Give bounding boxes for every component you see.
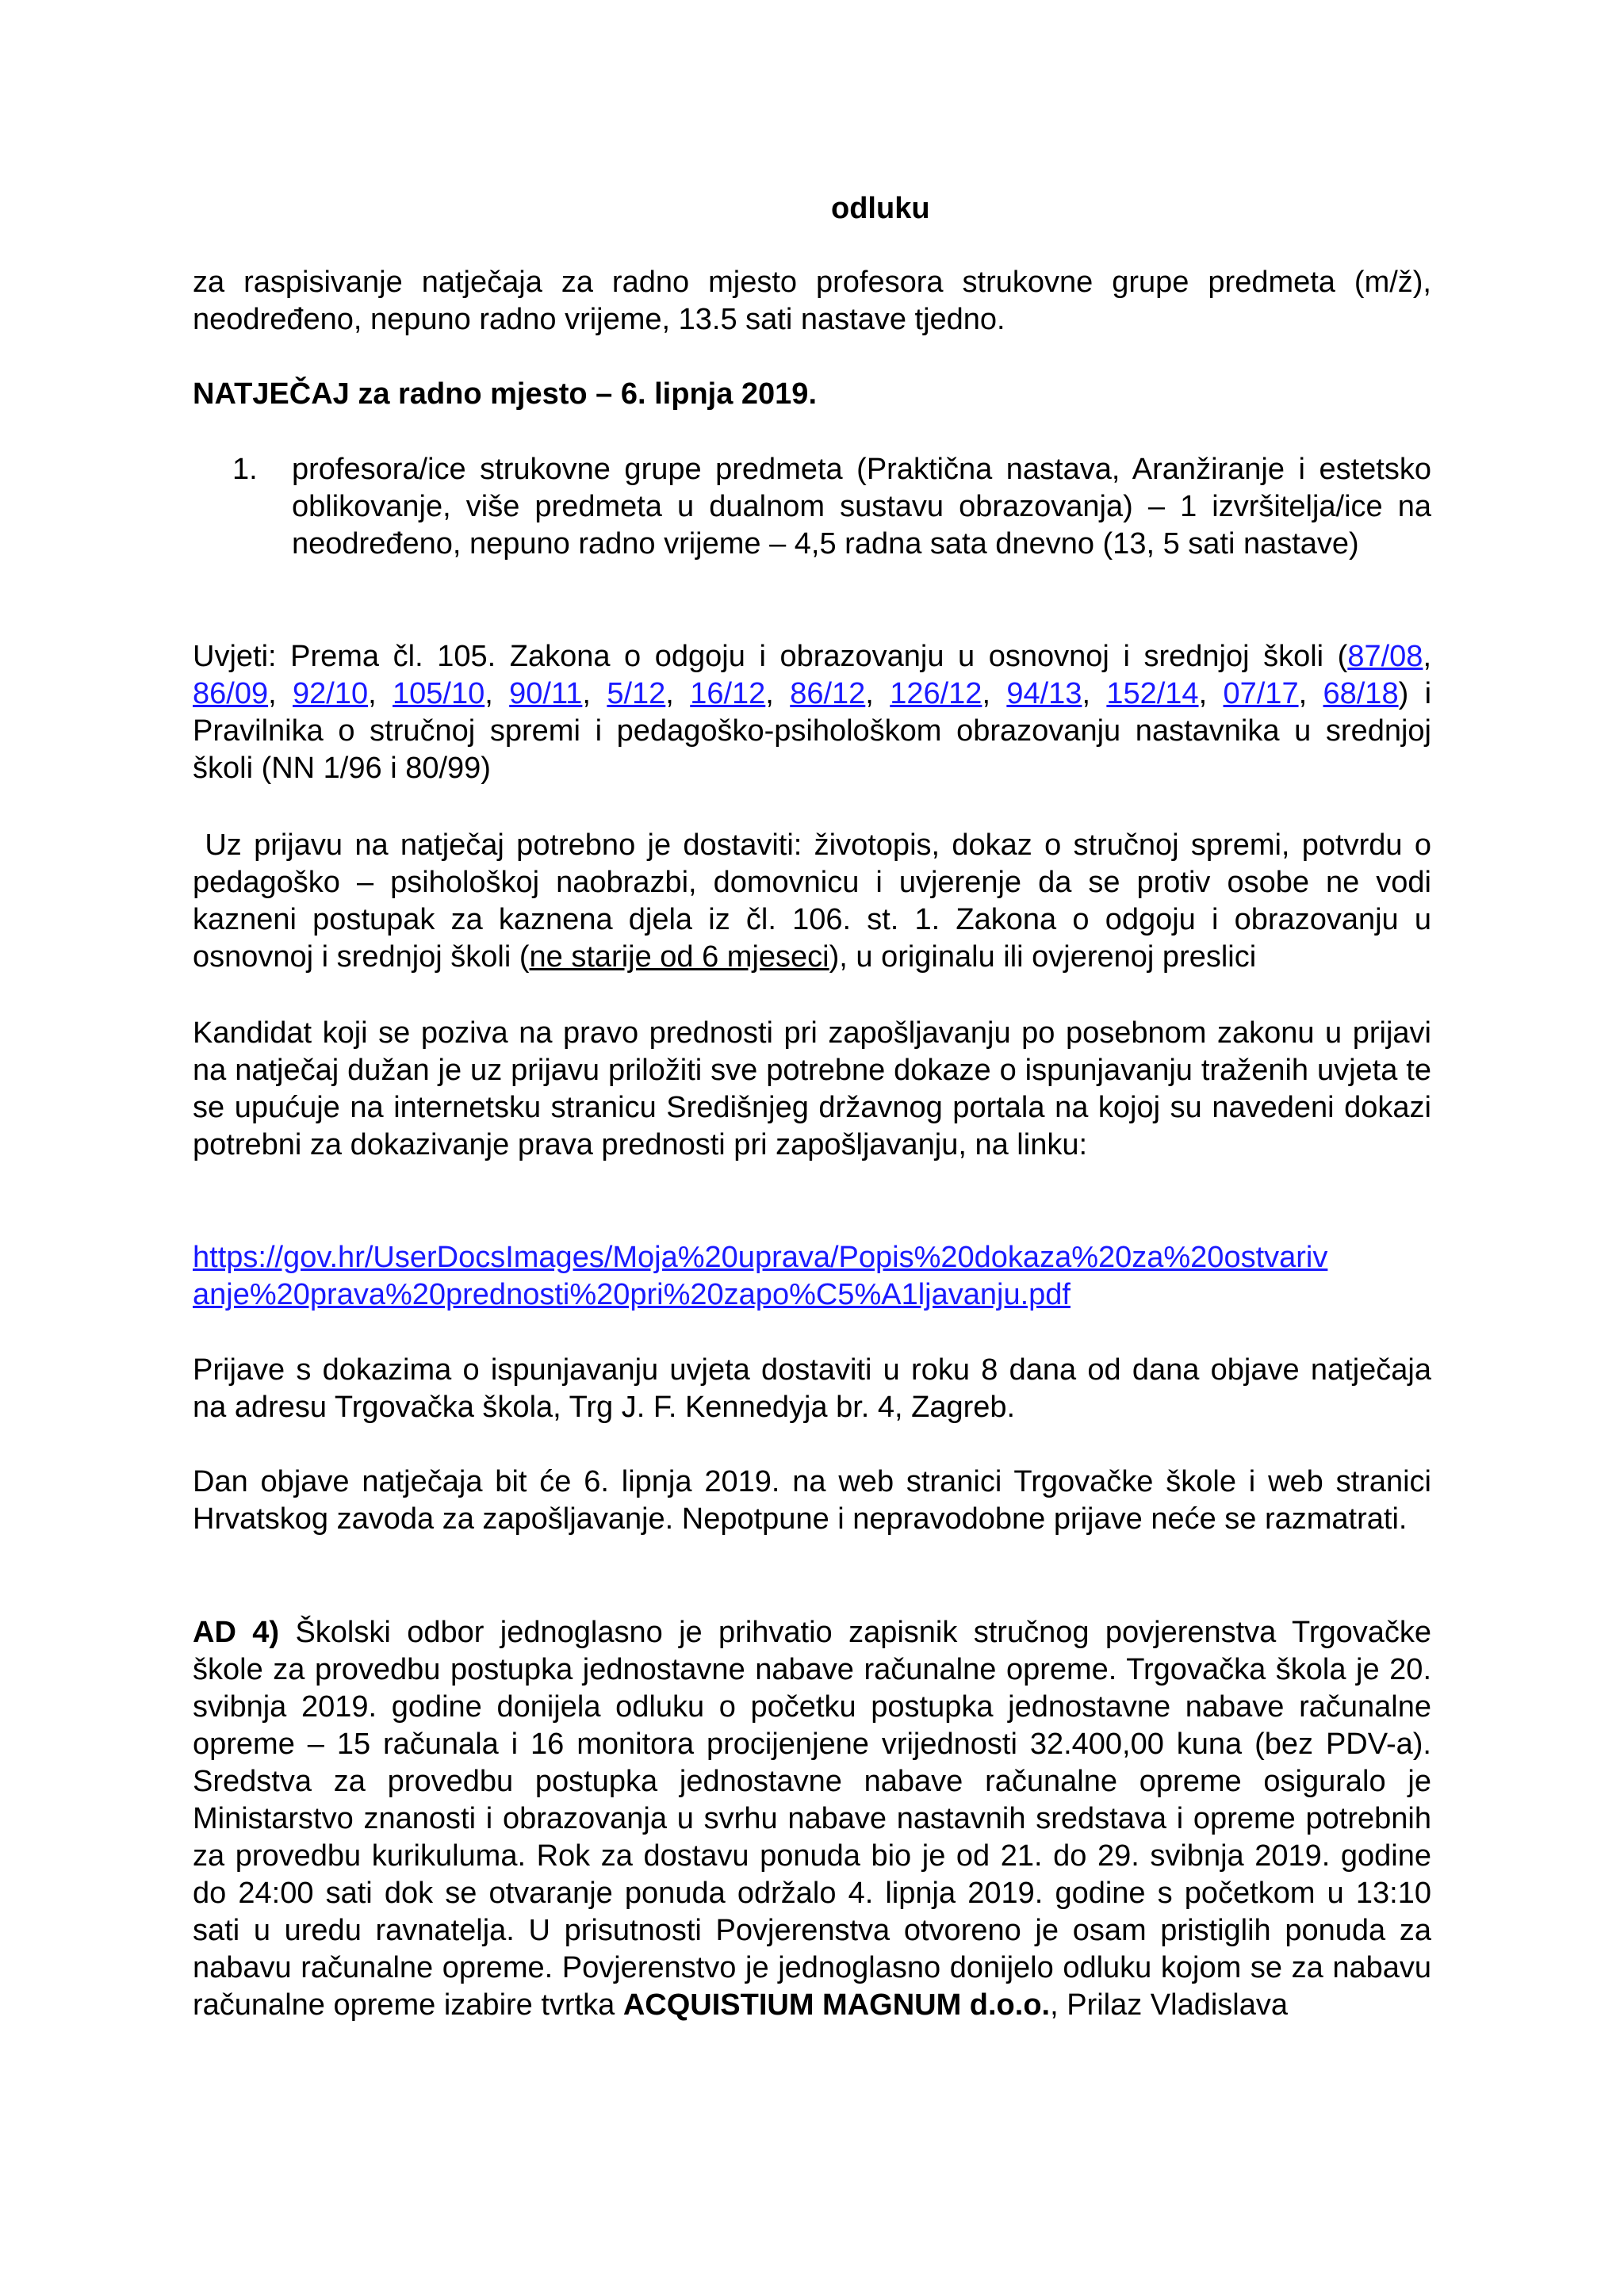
documents-validity-note: ne starije od 6 mjeseci bbox=[529, 940, 829, 974]
gazette-link-94-13[interactable]: 94/13 bbox=[1006, 677, 1082, 710]
publication-paragraph: Dan objave natječaja bit će 6. lipnja 2019. na web stranici Trgovačke škole i web stranici Hrvatskog zavoda za zapošljavanje. Nepotpune i nepravodobne prijave neće se razmatrati. bbox=[193, 1465, 1431, 1536]
ad4-tail: , Prilaz Vladislava bbox=[1050, 1988, 1289, 2022]
gazette-link-16-12[interactable]: 16/12 bbox=[690, 677, 766, 710]
gazette-link-07-17[interactable]: 07/17 bbox=[1223, 677, 1299, 710]
ad4-company-name: ACQUISTIUM MAGNUM d.o.o. bbox=[622, 1988, 1051, 2022]
gazette-link-90-11[interactable]: 90/11 bbox=[509, 677, 583, 710]
applications-paragraph: Prijave s dokazima o ispunjavanju uvjeta dostaviti u roku 8 dana od dana objave natječaja na adresu Trgovačka škola, Trg J. F. Kennedyja br. 4, Zagreb. bbox=[193, 1353, 1431, 1424]
gazette-link-68-18[interactable]: 68/18 bbox=[1323, 677, 1399, 710]
priority-link-line-1: https://gov.hr/UserDocsImages/Moja%20uprava/Popis%20dokaza%20za%20ostvariv bbox=[193, 1241, 1328, 1274]
gazette-link-152-14[interactable]: 152/14 bbox=[1106, 677, 1199, 710]
gazette-link-86-09[interactable]: 86/09 bbox=[193, 677, 269, 710]
decision-heading: odluku bbox=[831, 192, 930, 225]
ad4-text: Školski odbor jednoglasno je prihvatio zapisnik stručnog povjerenstva Trgovačke škole za provedbu postupka jednostavne nabave računalne opreme. Trgovačka škola je 20. svibnja 2019. godine donijela odluku o početku postupka jednostavne nabave računalne opreme – 15 računala i 16 monitora procijenjene vrijednosti 32.400,00 kuna (bez PDV-a). Sredstva za provedbu postupka jednostavne nabave računalne opreme osiguralo je Ministarstvo znanosti i obrazovanja u svrhu nabave nastavnih sredstava i opreme potrebnih za provedbu kurikuluma. Rok za dostavu ponuda bio je od 21. do 29. svibnja 2019. godine do 24:00 sati dok se otvaranje ponuda održalo 4. lipnja 2019. godine s početkom u 13:10 sati u uredu ravnatelja. U prisutnosti Povjerenstva otvoreno je osam pristiglih ponuda za nabavu računalne opreme. Povjerenstvo je jednoglasno donijelo odluku kojom se za nabavu računalne opreme izabire tvrtka bbox=[193, 1616, 1432, 2022]
documents-text-start: Uz prijavu na natječaj potrebno je dostaviti: životopis, dokaz o stručnoj spremi, potvrdu o pedagoško – psihološkoj naobrazbi, domovnicu i uvjerenje da se protiv osobe ne vodi kazneni postupak za kaznena djela iz čl. 106. st. 1. Zakona o odgoju i obrazovanju u osnovnoj i srednjoj školi ( bbox=[193, 828, 1440, 974]
tender-title: NATJEČAJ za radno mjesto – 6. lipnja 2019. bbox=[193, 377, 817, 411]
decision-intro: za raspisivanje natječaja za radno mjesto profesora strukovne grupe predmeta (m/ž), neodređeno, nepuno radno vrijeme, 13.5 sati nastave tjedno. bbox=[193, 266, 1431, 336]
conditions-paragraph: Uvjeti: Prema čl. 105. Zakona o odgoju i obrazovanju u osnovnoj i srednjoj školi (87/08, 86/09, 92/10, 105/10, 90/11, 5/12, 16/12, 86/12, 126/12, 94/13, 152/14, 07/17, 68/18) i Pravilnika o stručnoj spremi i pedagoško-psihološkom obrazovanju nastavnika u srednjoj školi (NN 1/96 i 80/99) bbox=[193, 640, 1432, 785]
ad4-label: AD 4) bbox=[193, 1616, 280, 1649]
priority-paragraph: Kandidat koji se poziva na pravo prednosti pri zapošljavanju po posebnom zakonu u prijavi na natječaj dužan je uz prijavu priložiti sve potrebne dokaze o ispunjavanju traženih uvjeta te se upućuje na internetsku stranicu Središnjeg državnog portala na kojoj su navedeni dokazi potrebni za dokazivanje prava prednosti pri zapošljavanju, na linku: bbox=[193, 1016, 1431, 1161]
position-number: 1. bbox=[232, 453, 258, 486]
gazette-link-105-10[interactable]: 105/10 bbox=[393, 677, 485, 710]
gazette-link-92-10[interactable]: 92/10 bbox=[293, 677, 369, 710]
documents-paragraph bbox=[193, 827, 1440, 976]
gazette-link-86-12[interactable]: 86/12 bbox=[790, 677, 866, 710]
gazette-link-87-08[interactable]: 87/08 bbox=[1347, 640, 1423, 673]
position-list-item bbox=[232, 451, 1431, 563]
priority-link-paragraph bbox=[193, 1239, 1431, 1314]
position-description: profesora/ice strukovne grupe predmeta (Praktična nastava, Aranžiranje i estetsko oblikovanje, više predmeta u dualnom sustavu obrazovanja) – 1 izvršitelja/ice na neodređeno, nepuno radno vrijeme – 4,5 radna sata dnevno (13, 5 sati nastave) bbox=[292, 453, 1431, 561]
documents-text-end: ), u originalu ili ovjerenoj preslici bbox=[829, 940, 1257, 974]
conditions-text-end: ) i Pravilnika o stručnoj spremi i pedagoško-psihološkom obrazovanju nastavnika u srednjoj školi (NN 1/96 i 80/99) bbox=[193, 677, 1432, 785]
ad4-paragraph bbox=[193, 1614, 1431, 2024]
priority-link-line-2: anje%20prava%20prednosti%20pri%20zapo%C5%A1ljavanju.pdf bbox=[193, 1278, 1071, 1311]
conditions-text-start: Uvjeti: Prema čl. 105. Zakona o odgoju i obrazovanju u osnovnoj i srednjoj školi ( bbox=[193, 640, 1348, 673]
gazette-link-5-12[interactable]: 5/12 bbox=[607, 677, 666, 710]
priority-documents-link[interactable] bbox=[193, 1241, 1327, 1311]
gazette-link-126-12[interactable]: 126/12 bbox=[890, 677, 982, 710]
